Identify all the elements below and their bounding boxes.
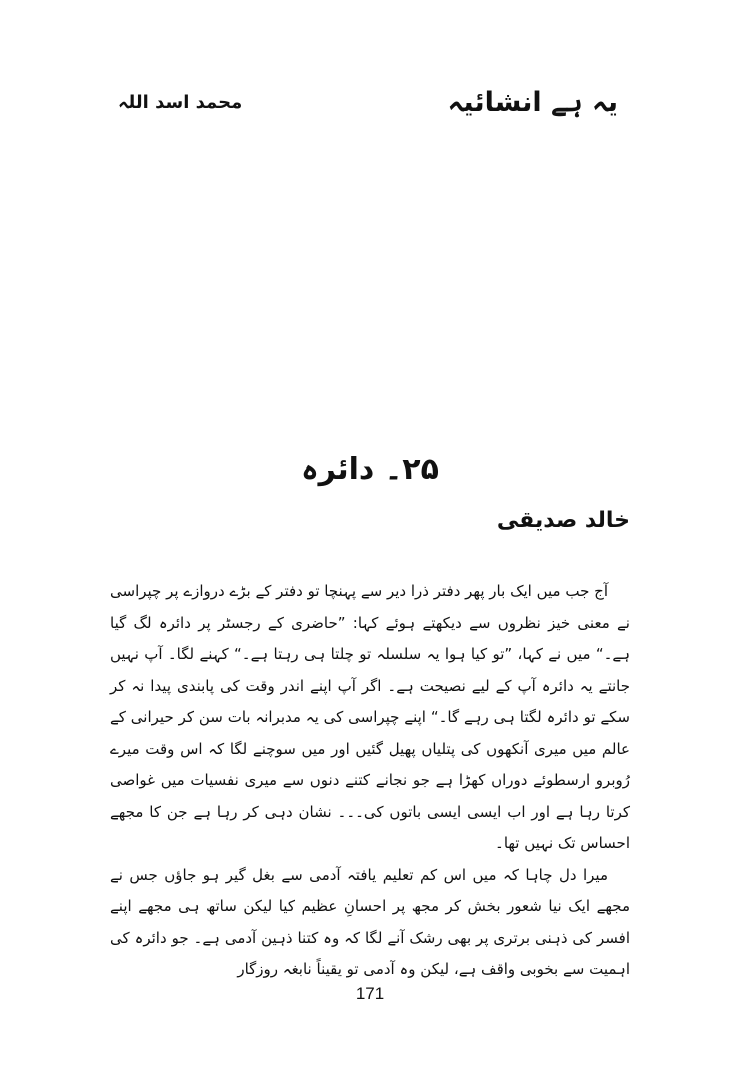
essay-body [110, 576, 630, 986]
paragraph: میرا دل چاہا کہ میں اس کم تعلیم یافتہ آدمی سے بغل گیر ہو جاؤں جس نے مجھے ایک نیا شعور بخش کر مجھ پر احسانِ عظیم کیا لیکن ساتھ ہی مجھے اپنے افسر کی ذہنی برتری پر بھی رشک آنے لگا کہ وہ کتنا ذہین آدمی ہے۔ جو دائرہ کی اہمیت سے بخوبی واقف ہے، لیکن وہ آدمی تو یقیناً نابغہ روزگار [110, 865, 630, 978]
chapter-title: ۲۵۔ دائرہ [301, 452, 439, 487]
paragraph: آج جب میں ایک بار پھر دفتر ذرا دیر سے پہنچا تو دفتر کے بڑے دروازے پر چپراسی نے معنی خیز نظروں سے دیکھتے ہوئے کہا: ”حاضری کے رجسٹر پر دائرہ لگ گیا ہے۔“ میں نے کہا، ”تو کیا ہوا یہ سلسلہ تو چلتا ہی رہتا ہے۔“ کہنے لگا۔ آپ نہیں جانتے یہ دائرہ آپ کے لیے نصیحت ہے۔ اگر آپ اپنے اندر وقت کی پابندی پیدا نہ کر سکے تو دائرہ لگتا ہی رہے گا۔“ اپنے چپراسی کی یہ مدبرانہ بات سن کر حیرانی کے عالم میں میری آنکھوں کی پتلیاں پھیل گئیں اور میں سوچنے لگا کہ اس وقت میرے رُوبرو ارسطوئے دوراں کھڑا ہے جو نجانے کتنے دنوں سے میری نفسیات میں غواصی کرتا رہا ہے اور اب ایسی ایسی باتوں کی۔۔۔ نشان دہی کر رہا ہے جن کا مجھے احساس تک نہیں تھا۔ [110, 582, 630, 852]
book-title: یہ ہے انشائیہ [447, 86, 618, 118]
page-number: 171 [355, 984, 385, 1003]
book-author: محمد اسد اللہ [118, 91, 243, 113]
essay-author: خالد صدیقی [496, 508, 630, 533]
page-header [118, 82, 618, 122]
